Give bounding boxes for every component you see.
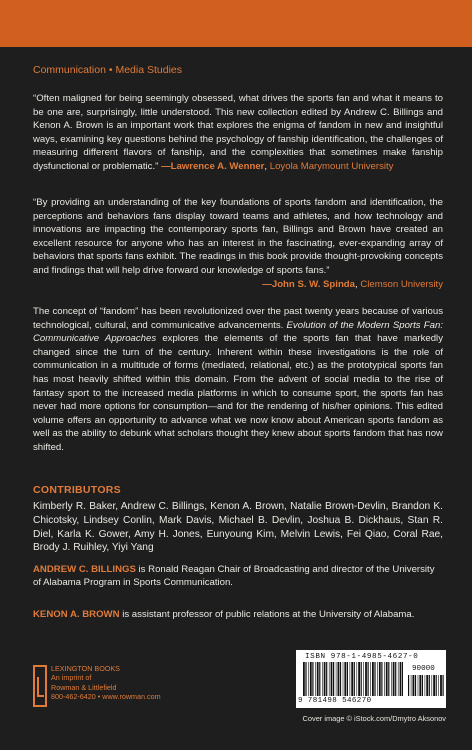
endorsement-quote-2 xyxy=(33,196,443,291)
publisher-name: LEXINGTON BOOKS xyxy=(51,664,120,673)
publisher-imprint: An imprint of xyxy=(51,673,92,683)
quote-2-affiliation: Clemson University xyxy=(360,278,443,290)
cover-image-credit: Cover image © iStock.com/Dmytro Aksonov xyxy=(302,714,446,723)
description-part-1: The concept of “fandom” has been revolutionized over the past twenty years because of various technological, cultural, and communicative advancements. xyxy=(33,306,443,331)
bio-name: ANDREW C. BILLINGS xyxy=(33,564,136,575)
isbn-text: ISBN 978-1-4985-4627-0 xyxy=(305,653,419,661)
price-barcode-bars xyxy=(408,675,444,696)
publisher-info xyxy=(51,664,161,702)
contributors-list: Kimberly R. Baker, Andrew C. Billings, Kenon A. Brown, Natalie Brown-Devlin, Brandon K. Chicotsky, Lindsey Conlin, Mark Davis, Michael B. Devlin, Joshua B. Dickhaus, Stan R. Diel, Karla K. Gower, Amy H. Jones, Eunyoung Kim, Melvin Lewis, Fei Qiao, Coral Rae, Brody J. Ruihley, Yiyi Yang xyxy=(33,501,443,554)
endorsement-quote-1: “Often maligned for being seemingly obsessed, what drives the sports fan and what it means to be one are, surprisingly, little understood. This new collection edited by Andrew C. Billings and Kenon A. Brown is an important work that explores the enigma of fandom in new and insightful ways, examining key questions behind the psychology of fanship identification, the challenges of measuring different flavors of fanship, and the complexities that sometimes make fanship dysfunctional or problematic.” —Lawrence A. Wenner, Loyola Marymount University xyxy=(33,93,443,172)
description-part-2: explores the elements of the sports fan that have markedly changed since the turn of the century. Inherent within these investigations is the role of communication in a multitude of forms (mediated, relational, etc.) as the prototypical sports fan has most heavily shifted within this domain. From the advent of social media to the rise of fantasy sport to the increased media platforms in which to consume sport, the sports fan has never had more options for consumption—and for the rendering of his/her opinions. This edited volume offers an opportunity to advance what we now know about American sports fandom as well as the ability to debunk what scholars thought they knew about sports fandom that has now shifted. xyxy=(33,333,443,453)
description-book-title: Evolution of the Modern Sports Fan: Communicative Approaches xyxy=(33,319,443,345)
bio-text: is assistant professor of public relations at the University of Alabama. xyxy=(119,609,415,620)
quote-1-text: “Often maligned for being seemingly obsessed, what drives the sports fan and what it means to be one are, surprisingly, little understood. This new collection edited by Andrew C. Billings and Kenon A. Brown is an important work that explores the enigma of fandom in new and insightful ways, examining key questions behind the psychology of fanship identification, the challenges of measuring different flavors of fanship, and the complexities that sometimes make fanship dysfunctional or problematic.” xyxy=(33,93,443,172)
barcode-digits: 9 781498 546270 xyxy=(298,697,372,705)
quote-2-author: —John S. W. Spinda xyxy=(262,278,356,290)
isbn-barcode-bars xyxy=(303,662,403,696)
quote-2-text: “By providing an understanding of the key foundations of sports fandom and identification, the perceptions and behaviors fans display toward teams and athletes, and how technology and innovations are impacting the contemporary sports fan, Billings and Brown have created an excellent resource for anyone who has an interest in the fascinating, ever-expanding array of behaviors that sports fans exhibit. The readings in this book provide thought-provoking concepts and findings that will help drive forward our knowledge of sports fans.” xyxy=(33,197,443,276)
quote-1-author: —Lawrence A. Wenner xyxy=(160,160,265,172)
subject-category: Communication • Media Studies xyxy=(33,64,182,76)
contributors-heading: CONTRIBUTORS xyxy=(33,484,121,496)
quote-2-attribution: —John S. W. Spinda, Clemson University xyxy=(262,278,443,290)
editor-bio-billings xyxy=(33,563,443,590)
quote-1-affiliation: Loyola Marymount University xyxy=(269,160,394,172)
bio-text: is Ronald Reagan Chair of Broadcasting and director of the University of Alabama Program in Sports Communication. xyxy=(33,564,435,589)
lexington-logo-icon xyxy=(33,665,47,707)
publisher-parent: Rowman & Littlefield xyxy=(51,682,117,692)
top-color-band xyxy=(0,0,472,47)
bio-name: KENON A. BROWN xyxy=(33,609,120,620)
price-code: 90000 xyxy=(412,665,435,673)
book-description xyxy=(33,305,443,455)
editor-bio-brown xyxy=(33,608,443,621)
publisher-contact: 800-462-6420 • www.rowman.com xyxy=(51,692,161,702)
